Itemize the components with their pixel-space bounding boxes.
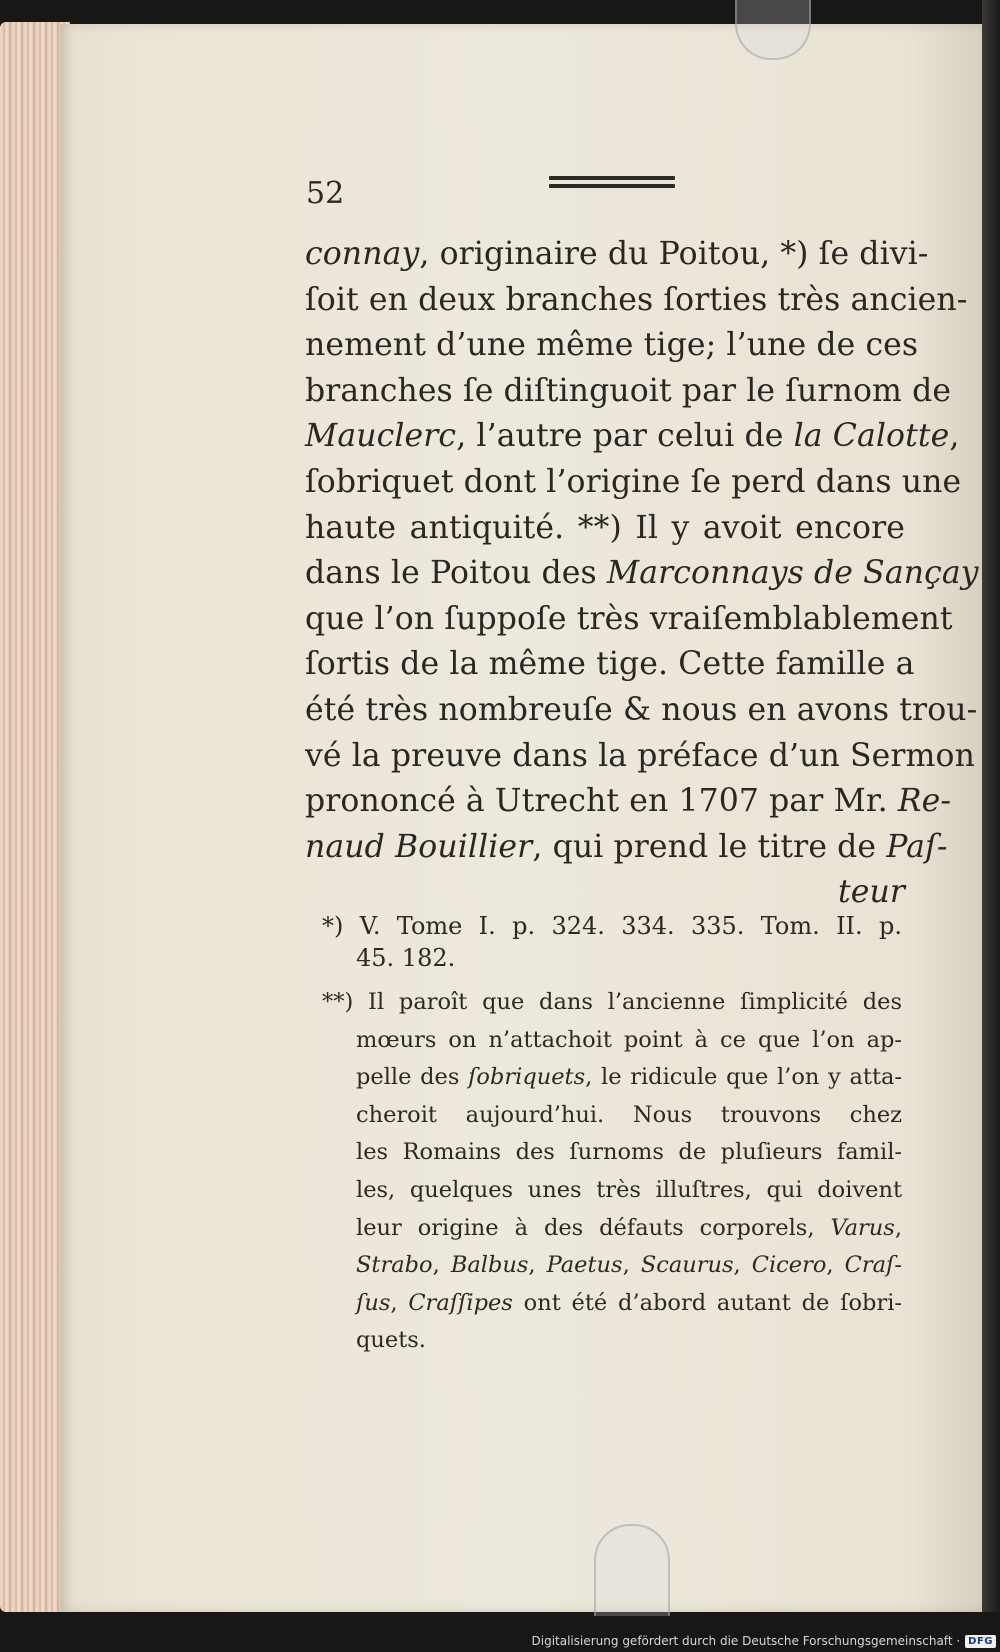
text-run: haute antiquité. **) Il y avoit encore: [305, 509, 905, 546]
text-run: ,: [528, 1252, 547, 1279]
text-run: , le ridicule que l’on y atta-: [585, 1064, 902, 1091]
body-text: [305, 232, 979, 916]
text-run: nement d’une même tige; l’une de ces: [305, 327, 919, 364]
body-line: [305, 323, 919, 369]
text-run: ſoit en deux branches ſorties très ancien-: [305, 281, 968, 318]
footnote-2: [322, 984, 902, 1360]
italic-run: connay: [305, 236, 420, 272]
banner-text: Digitalisierung gefördert durch die Deutsche Forschungsgemeinschaft ·: [531, 1634, 961, 1648]
footnote-line: [322, 1210, 902, 1248]
body-line: [305, 779, 952, 825]
text-run: ont été d’abord autant de ſobri-: [512, 1289, 902, 1316]
italic-run: ſobriquets: [468, 1064, 586, 1091]
text-run: 45. 182.: [356, 944, 456, 972]
italic-run: ſus: [356, 1289, 391, 1316]
italic-run: Scaurus: [640, 1252, 734, 1279]
footnote-1: [322, 910, 902, 974]
text-run: été très nombreuſe & nous en avons trou-: [305, 691, 978, 728]
text-run: , l’autre par celui de: [456, 418, 794, 455]
text-run: , qui prend le titre de: [532, 828, 887, 865]
italic-run: Craſſipes: [408, 1289, 513, 1316]
dfg-logo-icon: DFG: [965, 1635, 996, 1648]
text-run: dans le Poitou des: [305, 555, 607, 592]
text-run: mœurs on n’attachoit point à ce que l’on ap-: [356, 1026, 902, 1053]
text-run: ,: [390, 1289, 409, 1316]
italic-run: Marconnays de Sançay: [606, 555, 979, 592]
text-run: ,: [733, 1252, 752, 1279]
text-run: ,: [894, 1214, 902, 1241]
text-run: pelle des: [356, 1064, 469, 1091]
text-run: ,: [826, 1252, 845, 1279]
body-line: [305, 460, 962, 506]
text-run: , originaire du Poitou, *) ſe divi-: [419, 236, 929, 272]
text-run: leur origine à des défauts corporels,: [356, 1214, 831, 1241]
page-holder-clip-bottom: [594, 1524, 670, 1616]
body-line: [305, 825, 948, 871]
italic-run: Balbus: [450, 1252, 529, 1279]
italic-run: Craſ-: [844, 1252, 902, 1279]
italic-run: Re-: [897, 783, 952, 820]
text-run: les Romains des ſurnoms de pluſieurs famil-: [356, 1139, 902, 1166]
text-run: ,: [622, 1252, 641, 1279]
text-run: ſobriquet dont l’origine ſe perd dans une: [305, 463, 962, 500]
footnote-line: [322, 910, 902, 942]
header-ornament-rule: [549, 176, 675, 190]
italic-run: Mauclerc: [305, 418, 457, 455]
text-run: ,: [432, 1252, 451, 1279]
text-run: ,: [949, 418, 960, 455]
italic-run: Strabo: [356, 1252, 433, 1279]
footnote-line: [322, 1059, 902, 1097]
body-line: [305, 506, 905, 552]
body-line: [305, 642, 915, 688]
text-run: ſortis de la même tige. Cette famille a: [305, 646, 915, 683]
italic-run: naud Bouillier: [305, 828, 533, 865]
text-run: **) Il paroît que dans l’ancienne ſimplicité des: [322, 989, 902, 1015]
book-spine: [982, 0, 1000, 1612]
footnote-line: [322, 1322, 902, 1360]
digitization-banner: [532, 1632, 996, 1650]
body-line: [305, 597, 953, 643]
footnote-line: [322, 1134, 902, 1172]
text-run: branches ſe diſtinguoit par le ſurnom de: [305, 372, 952, 409]
body-line: [305, 369, 952, 415]
body-line: [305, 688, 978, 734]
footnote-line: [322, 1247, 902, 1285]
body-line: [305, 734, 975, 780]
footnote-line: [322, 984, 902, 1022]
italic-run: Paetus: [546, 1252, 623, 1279]
body-line: [305, 414, 960, 460]
page-number: 52: [306, 176, 345, 211]
text-run: quets.: [356, 1327, 426, 1354]
footnotes: [322, 910, 902, 1370]
italic-run: teur: [837, 874, 905, 911]
footnote-line: [322, 1172, 902, 1210]
footnote-line: [322, 1022, 902, 1060]
text-run: vé la preuve dans la préface d’un Sermon: [305, 737, 975, 774]
italic-run: Cicero: [751, 1252, 827, 1279]
body-line: [305, 551, 979, 597]
text-run: les, quelques unes très illuſtres, qui doivent: [356, 1176, 902, 1203]
italic-run: Paſ-: [886, 828, 948, 865]
footnote-line: [322, 1285, 902, 1323]
body-line: [305, 278, 968, 324]
italic-run: Varus: [830, 1214, 895, 1241]
footnote-line: [322, 1097, 902, 1135]
text-run: *) V. Tome I. p. 324. 334. 335. Tom. II. p.: [322, 912, 902, 940]
italic-run: la Calotte: [793, 418, 950, 455]
footnote-line: [322, 942, 902, 974]
text-run: prononcé à Utrecht en 1707 par Mr.: [305, 783, 898, 820]
text-run: que l’on ſuppoſe très vraiſemblablement: [305, 600, 953, 637]
text-run: cheroit aujourd’hui. Nous trouvons chez: [356, 1101, 902, 1128]
body-line: [305, 232, 929, 278]
